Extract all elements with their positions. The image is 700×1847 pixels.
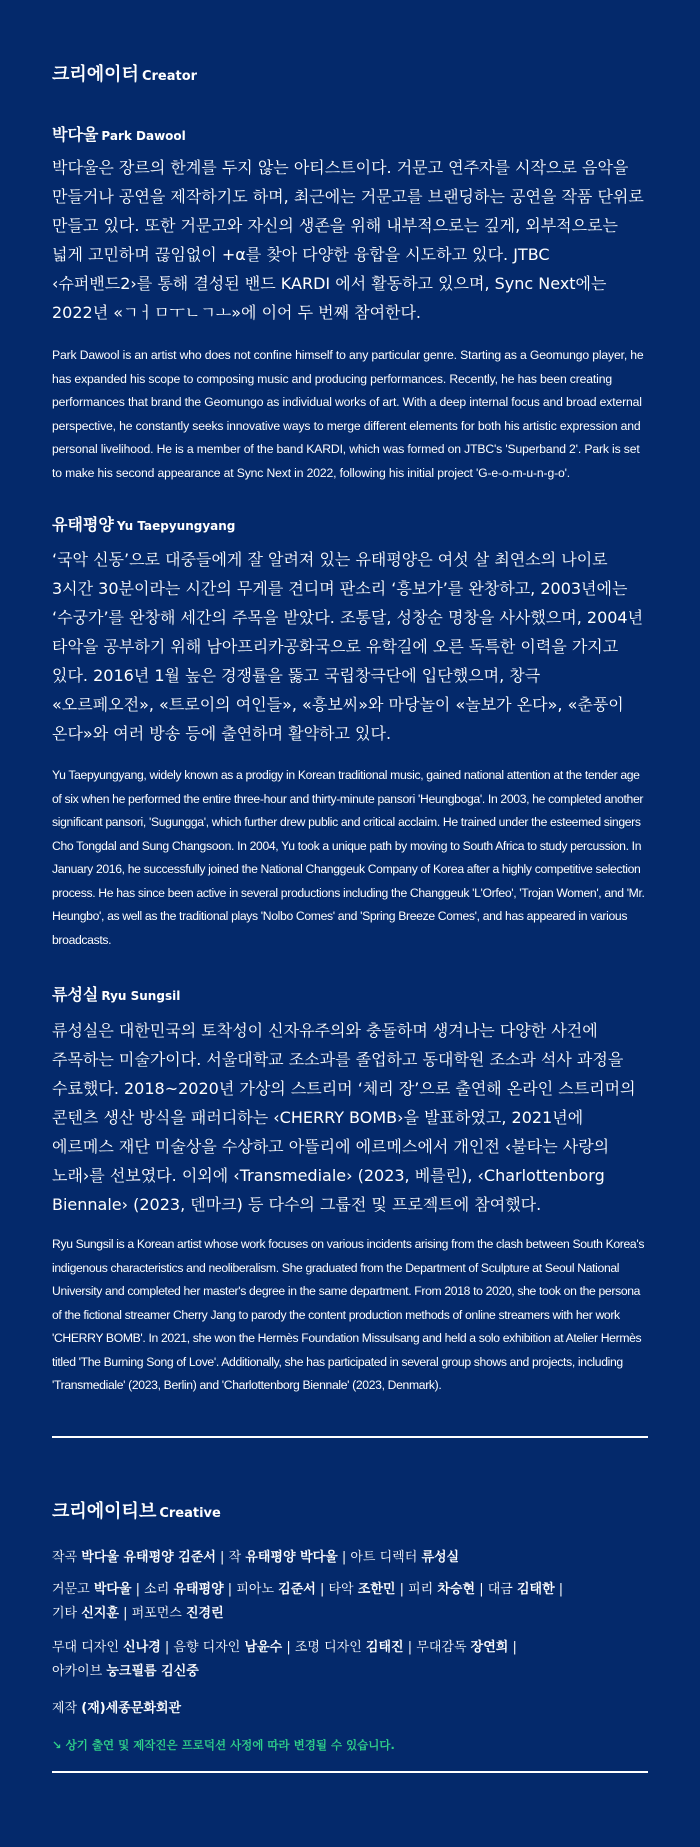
credit-value: 김준서 xyxy=(278,1582,316,1597)
credit-value: 박다울 유태평양 김준서 xyxy=(81,1550,216,1565)
change-notice xyxy=(52,1737,395,1753)
credit-value: 진경린 xyxy=(185,1606,224,1621)
person-bio-ko: ‘국악 신동’으로 대중들에게 잘 알려져 있는 유태평양은 여섯 살 최연소의 나이로 3시간 30분이라는 시간의 무게를 견디며 판소리 ‘흥보가’를 완창하고, 2003년에는 ‘수궁가’를 완창해 세간의 주목을 받았다. 조통달, 성창순 명창을 사사했으며, 2004년 타악을 공부하기 위해 남아프리카공화국으로 유학길에 오른 독특한 이력을 가지고 있다. 2016년 1월 높은 경쟁률을 뚫고 국립창극단에 입단했으며, 창극 «오르페오전», «트로이의 여인들», «흥보씨»와 마당놀이 «놀보가 온다», «춘풍이 온다»와 여러 방송 등에 출연하며 활약하고 있다. xyxy=(52,550,644,743)
credit-label: 제작 xyxy=(52,1701,78,1716)
creator-section-title xyxy=(52,60,197,86)
credit-value: 남윤수 xyxy=(244,1640,283,1655)
credit-line-production xyxy=(52,1697,648,1721)
person-name-en: Ryu Sungsil xyxy=(101,989,181,1003)
credit-label: 아카이브 xyxy=(52,1664,103,1679)
person-name-park-dawool xyxy=(52,122,186,145)
person-name-en: Park Dawool xyxy=(101,129,186,143)
credit-value: 김태한 xyxy=(516,1582,555,1597)
credit-label: 무대감독 xyxy=(416,1640,467,1655)
credit-value: 김태진 xyxy=(365,1640,404,1655)
creator-title-en: Creator xyxy=(141,69,198,84)
person-name-ryu-sungsil xyxy=(52,982,180,1005)
credit-value: 조한민 xyxy=(357,1582,396,1597)
person-name-en: Yu Taepyungyang xyxy=(116,519,236,533)
credit-label: 작곡 xyxy=(52,1550,78,1565)
creator-title-ko: 크리에이터 xyxy=(52,64,139,85)
credit-label: 아트 디렉터 xyxy=(350,1550,418,1565)
creative-section-title xyxy=(52,1497,221,1523)
credit-value: 신지훈 xyxy=(81,1606,119,1621)
person-name-yu-taepyungyang xyxy=(52,512,235,535)
creative-title-ko: 크리에이티브 xyxy=(52,1501,157,1522)
credit-label: 대금 xyxy=(487,1582,513,1597)
credit-value: 차승현 xyxy=(437,1582,476,1597)
credit-label: 소리 xyxy=(144,1582,170,1597)
credit-label: 작 xyxy=(228,1550,242,1565)
credit-label: 무대 디자인 xyxy=(52,1640,119,1655)
person-bio-en: Park Dawool is an artist who does not confine himself to any particular genre. Starting as a Geomungo player, he has expanded his scope to composing music and producing performances. Recently, he has been creating performances that brand the Geomungo as individual works of art. With a deep internal focus and broad external perspective, he constantly seeks innovative ways to merge different elements for both his artistic expression and personal livelihood. He is a member of the band KARDI, which was formed on JTBC's 'Superband 2'. Park is set to make his second appearance at Sync Next in 2022, following his initial project 'G-e-o-m-u-n-g-o'. xyxy=(52,348,644,480)
credit-value: 유태평양 xyxy=(173,1582,224,1597)
person-name-ko: 박다울 xyxy=(52,125,99,144)
credit-line-1: 작곡 박다울 유태평양 김준서 | 작 유태평양 박다울 | 아트 디렉터 류성실 xyxy=(52,1550,460,1565)
person-bio-ko: 박다울은 장르의 한계를 두지 않는 아티스트이다. 거문고 연주자를 시작으로 음악을 만들거나 공연을 제작하기도 하며, 최근에는 거문고를 브랜딩하는 공연을 작품 단위로 만들고 있다. 또한 거문고와 자신의 생존을 위해 내부적으로는 깊게, 외부적으로는 넓게 고민하며 끊임없이 +α를 찾아 다양한 융합을 시도하고 있다. JTBC ‹슈퍼밴드2›를 통해 결성된 밴드 KARDI 에서 활동하고 있으며, Sync Next에는 2022년 «ㄱㅓㅁㅜㄴㄱㅗ»에 이어 두 번째 참여한다. xyxy=(52,158,644,322)
credit-line-2: 거문고 박다울 | 소리 유태평양 | 피아노 김준서 | 타악 조한민 | 피리 차승현 | 대금 김태한 | 기타 신지훈 | 퍼포먼스 진경린 xyxy=(52,1582,564,1621)
credit-label: 타악 xyxy=(328,1582,354,1597)
credit-value: 류성실 xyxy=(421,1550,460,1565)
person-bio-en: Yu Taepyungyang, widely known as a prodigy in Korean traditional music, gained national attention at the tender age of six when he performed the entire three-hour and thirty-minute pansori 'Heungboga'. In 2003, he completed another significant pansori, 'Sugungga', which further drew public and critical acclaim. He trained under the esteemed singers Cho Tongdal and Sung Changsoon. In 2004, Yu took a unique path by moving to South Africa to study percussion. In January 2016, he successfully joined the National Changgeuk Company of Korea after a highly competitive selection process. He has since been active in several productions including the Changgeuk 'L'Orfeo', 'Trojan Women', and 'Mr. Heungbo', as well as the traditional plays 'Nolbo Comes' and 'Spring Breeze Comes', and has appeared in various broadcasts. xyxy=(52,768,645,947)
credit-label: 음향 디자인 xyxy=(173,1640,241,1655)
credit-label: 피아노 xyxy=(236,1582,275,1597)
bottom-divider xyxy=(52,1771,648,1773)
credit-value: 신나경 xyxy=(123,1640,161,1655)
credit-label: 퍼포먼스 xyxy=(131,1606,182,1621)
arrow-down-right-icon: ↘ xyxy=(52,1738,62,1752)
credit-value: 장연희 xyxy=(470,1640,509,1655)
credit-value: 유태평양 박다울 xyxy=(245,1550,338,1565)
credit-label: 조명 디자인 xyxy=(294,1640,362,1655)
person-name-ko: 유태평양 xyxy=(52,515,114,534)
credit-label: 피리 xyxy=(408,1582,434,1597)
creative-title-en: Creative xyxy=(159,1506,221,1521)
credit-value: 눙크필름 김신중 xyxy=(106,1664,199,1679)
credit-value: (재)세종문화회관 xyxy=(81,1701,182,1716)
credit-line-3: 무대 디자인 신나경 | 음향 디자인 남윤수 | 조명 디자인 김태진 | 무대감독 장연희 | 아카이브 눙크필름 김신중 xyxy=(52,1640,517,1679)
person-bio-en: Ryu Sungsil is a Korean artist whose work focuses on various incidents arising from the clash between South Korea's indigenous characteristics and neoliberalism. She graduated from the Department of Sculpture at Seoul National University and completed her master's degree in the same department. From 2018 to 2020, she took on the persona of the fictional streamer Cherry Jang to parody the content production methods of online streamers with her work 'CHERRY BOMB'. In 2021, she won the Hermès Foundation Missulsang and held a solo exhibition at Atelier Hermès titled 'The Burning Song of Love'. Additionally, she has participated in several group shows and projects, including 'Transmediale' (2023, Berlin) and 'Charlottenborg Biennale' (2023, Denmark). xyxy=(52,1237,645,1392)
person-name-ko: 류성실 xyxy=(52,985,99,1004)
credit-value: 박다울 xyxy=(93,1582,132,1597)
person-bio-ko: 류성실은 대한민국의 토착성이 신자유주의와 충돌하며 생겨나는 다양한 사건에 주목하는 미술가이다. 서울대학교 조소과를 졸업하고 동대학원 조소과 석사 과정을 수료했다. 2018~2020년 가상의 스트리머 ‘체리 장’으로 출연해 온라인 스트리머의 콘텐츠 생산 방식을 패러디하는 ‹CHERRY BOMB›을 발표하였고, 2021년에 에르메스 재단 미술상을 수상하고 아뜰리에 에르메스에서 개인전 ‹불타는 사랑의 노래›를 선보였다. 이외에 ‹Transmediale› (2023, 베를린), ‹Charlottenborg Biennale› (2023, 덴마크) 등 다수의 그룹전 및 프로젝트에 참여했다. xyxy=(52,1021,636,1214)
credit-label: 거문고 xyxy=(52,1582,90,1597)
section-divider xyxy=(52,1436,648,1438)
notice-text: 상기 출연 및 제작진은 프로덕션 사정에 따라 변경될 수 있습니다. xyxy=(65,1738,395,1752)
credit-label: 기타 xyxy=(52,1606,78,1621)
